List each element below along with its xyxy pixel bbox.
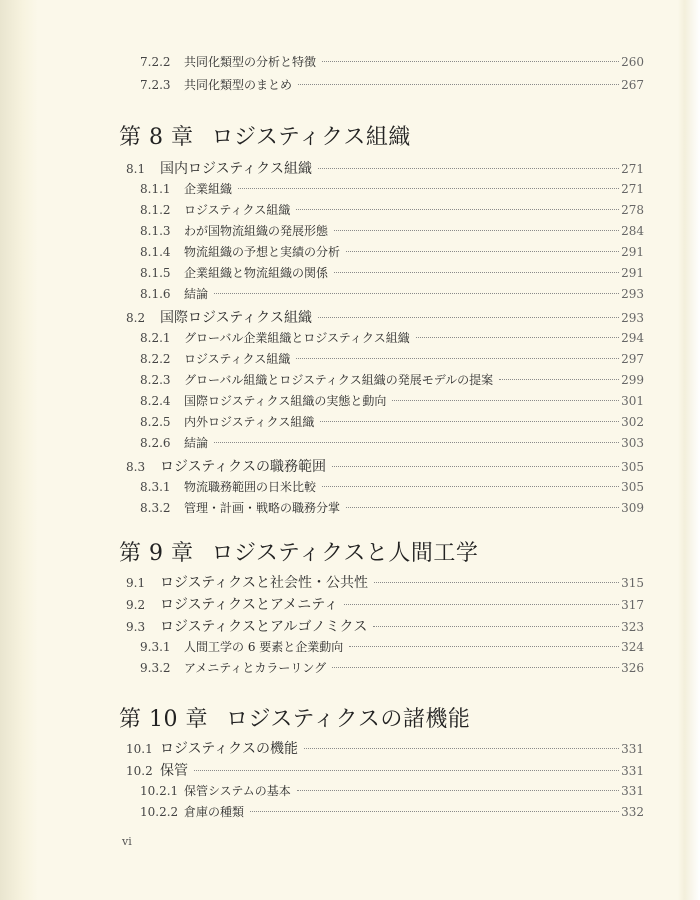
dot-leader	[349, 646, 619, 647]
entry-page: 331	[621, 764, 644, 778]
entry-page: 331	[621, 742, 644, 756]
entry-page: 291	[621, 266, 644, 280]
entry-number: 10.2.2	[140, 805, 179, 819]
entry-title: 物流職務範囲の日米比較	[184, 480, 317, 494]
entry-title: 共同化類型の分析と特徴	[184, 55, 317, 69]
entry-number: 8.3	[126, 460, 146, 474]
dot-leader	[250, 811, 619, 812]
entry-page: 297	[621, 352, 644, 366]
entry-page: 315	[621, 576, 644, 590]
toc-entry	[140, 264, 644, 281]
entry-page: 326	[621, 661, 644, 675]
entry-number: 8.2.1	[140, 331, 171, 345]
dot-leader	[194, 770, 619, 771]
entry-number: 8.1.2	[140, 203, 171, 217]
entry-page: 303	[621, 436, 644, 450]
chapter-title: ロジスティクスと人間工学	[211, 541, 479, 566]
dot-leader	[320, 421, 619, 422]
entry-page: 271	[621, 182, 644, 196]
dot-leader	[334, 272, 619, 273]
dot-leader	[499, 379, 619, 380]
entry-page: 284	[621, 224, 644, 238]
entry-title: 保管	[160, 763, 188, 779]
entry-number: 10.2	[126, 764, 153, 778]
dot-leader	[332, 466, 619, 467]
entry-page: 331	[621, 784, 644, 798]
entry-page: 302	[621, 415, 644, 429]
entry-title: ロジスティクスと社会性・公共性	[160, 575, 369, 591]
dot-leader	[346, 251, 619, 252]
dot-leader	[304, 748, 619, 749]
entry-title: ロジスティクス組織	[184, 352, 291, 366]
entry-number: 8.1.4	[140, 245, 171, 259]
entry-title: アメニティとカラーリング	[184, 661, 327, 675]
entry-page: 260	[621, 55, 644, 69]
entry-title: ロジスティクスとアルゴノミクス	[160, 619, 368, 635]
entry-number: 8.2.5	[140, 415, 171, 429]
entry-number: 10.1	[126, 742, 153, 756]
entry-title: 保管システムの基本	[184, 784, 291, 798]
entry-title: 管理・計画・戦略の職務分掌	[184, 501, 341, 515]
entry-title: 結論	[184, 436, 209, 450]
toc-entry	[140, 350, 644, 367]
toc-entry	[126, 307, 644, 327]
entry-number: 9.3	[126, 620, 146, 634]
entry-number: 7.2.3	[140, 78, 171, 92]
entry-page: 317	[621, 598, 644, 612]
toc-entry	[140, 180, 644, 197]
entry-number: 8.1	[126, 162, 146, 176]
entry-page: 294	[621, 331, 644, 345]
entry-page: 293	[621, 287, 644, 301]
dot-leader	[374, 582, 619, 583]
entry-title: ロジスティクスの機能	[160, 741, 299, 757]
entry-title: 国内ロジスティクス組織	[160, 161, 313, 177]
entry-page: 323	[621, 620, 644, 634]
entry-number: 8.1.3	[140, 224, 171, 238]
dot-leader	[318, 317, 619, 318]
entry-number: 8.3.1	[140, 480, 171, 494]
chapter-heading	[119, 120, 411, 151]
toc-entry	[140, 638, 644, 655]
chapter-heading	[119, 536, 478, 567]
entry-number: 9.3.2	[140, 661, 171, 675]
dot-leader	[214, 442, 619, 443]
entry-title: 国際ロジスティクス組織	[160, 310, 313, 326]
entry-title: グローバル組織とロジスティクス組織の発展モデルの提案	[184, 373, 494, 387]
toc-entry	[140, 329, 644, 346]
entry-number: 8.1.1	[140, 182, 171, 196]
dot-leader	[318, 168, 619, 169]
dot-leader	[296, 358, 619, 359]
entry-page: 271	[621, 162, 644, 176]
entry-number: 9.2	[126, 598, 146, 612]
dot-leader	[238, 188, 619, 189]
entry-number: 9.3.1	[140, 640, 171, 654]
entry-number: 8.1.6	[140, 287, 171, 301]
chapter-number: 第 10 章	[119, 707, 208, 732]
entry-title: グローバル企業組織とロジスティクス組織	[184, 331, 410, 345]
entry-number: 9.1	[126, 576, 146, 590]
entry-title: 結論	[184, 287, 209, 301]
entry-title: 倉庫の種類	[184, 805, 245, 819]
chapter-number: 第 9 章	[119, 541, 194, 566]
entry-number: 8.2	[126, 311, 146, 325]
entry-number: 10.2.1	[140, 784, 179, 798]
toc-entry	[140, 53, 644, 70]
toc-entry	[140, 76, 644, 93]
entry-page: 332	[621, 805, 644, 819]
entry-number: 8.1.5	[140, 266, 171, 280]
dot-leader	[332, 667, 619, 668]
dot-leader	[297, 790, 619, 791]
toc-entry	[126, 572, 644, 592]
entry-number: 8.2.2	[140, 352, 171, 366]
toc-entry	[140, 371, 644, 388]
entry-page: 291	[621, 245, 644, 259]
entry-title: 企業組織	[184, 182, 233, 196]
entry-page: 301	[621, 394, 644, 408]
toc-entry	[126, 760, 644, 780]
chapter-heading	[119, 702, 470, 733]
toc-entry	[126, 594, 644, 614]
toc-entry	[140, 782, 644, 799]
chapter-title: ロジスティクスの諸機能	[225, 707, 471, 732]
entry-number: 8.3.2	[140, 501, 171, 515]
entry-page: 309	[621, 501, 644, 515]
entry-page: 324	[621, 640, 644, 654]
dot-leader	[214, 293, 619, 294]
toc-entry	[126, 738, 644, 758]
dot-leader	[373, 626, 619, 627]
entry-page: 267	[621, 78, 644, 92]
dot-leader	[346, 507, 619, 508]
entry-title: 人間工学の 6 要素と企業動向	[184, 640, 344, 654]
toc-entry	[140, 285, 644, 302]
toc-entry	[140, 803, 644, 820]
entry-page: 305	[621, 460, 644, 474]
entry-page: 299	[621, 373, 644, 387]
dot-leader	[322, 486, 619, 487]
dot-leader	[322, 61, 619, 62]
dot-leader	[416, 337, 619, 338]
toc-entry	[126, 616, 644, 636]
toc-entry	[140, 201, 644, 218]
chapter-title: ロジスティクス組織	[211, 125, 411, 150]
toc-entry	[140, 659, 644, 676]
page-number-footer: vi	[122, 835, 132, 848]
entry-title: ロジスティクスの職務範囲	[160, 459, 327, 475]
entry-title: 内外ロジスティクス組織	[184, 415, 315, 429]
entry-number: 7.2.2	[140, 55, 171, 69]
toc-entry	[140, 478, 644, 495]
entry-title: 国際ロジスティクス組織の実態と動向	[184, 394, 387, 408]
toc-entry	[140, 413, 644, 430]
entry-title: 物流組織の予想と実績の分析	[184, 245, 341, 259]
toc-entry	[126, 158, 644, 178]
toc-entry	[140, 243, 644, 260]
entry-title: わが国物流組織の発展形態	[184, 224, 329, 238]
entry-page: 278	[621, 203, 644, 217]
dot-leader	[334, 230, 619, 231]
toc-entry	[140, 222, 644, 239]
entry-number: 8.2.6	[140, 436, 171, 450]
dot-leader	[296, 209, 619, 210]
entry-title: ロジスティクスとアメニティ	[160, 597, 339, 613]
toc-entry	[140, 499, 644, 516]
toc-entry	[126, 456, 644, 476]
dot-leader	[344, 604, 619, 605]
entry-page: 293	[621, 311, 644, 325]
entry-title: ロジスティクス組織	[184, 203, 291, 217]
chapter-number: 第 8 章	[119, 125, 194, 150]
dot-leader	[298, 84, 619, 85]
entry-page: 305	[621, 480, 644, 494]
dot-leader	[392, 400, 619, 401]
entry-title: 共同化類型のまとめ	[184, 78, 293, 92]
entry-title: 企業組織と物流組織の関係	[184, 266, 329, 280]
toc-entry	[140, 392, 644, 409]
entry-number: 8.2.3	[140, 373, 171, 387]
toc-entry	[140, 434, 644, 451]
entry-number: 8.2.4	[140, 394, 171, 408]
